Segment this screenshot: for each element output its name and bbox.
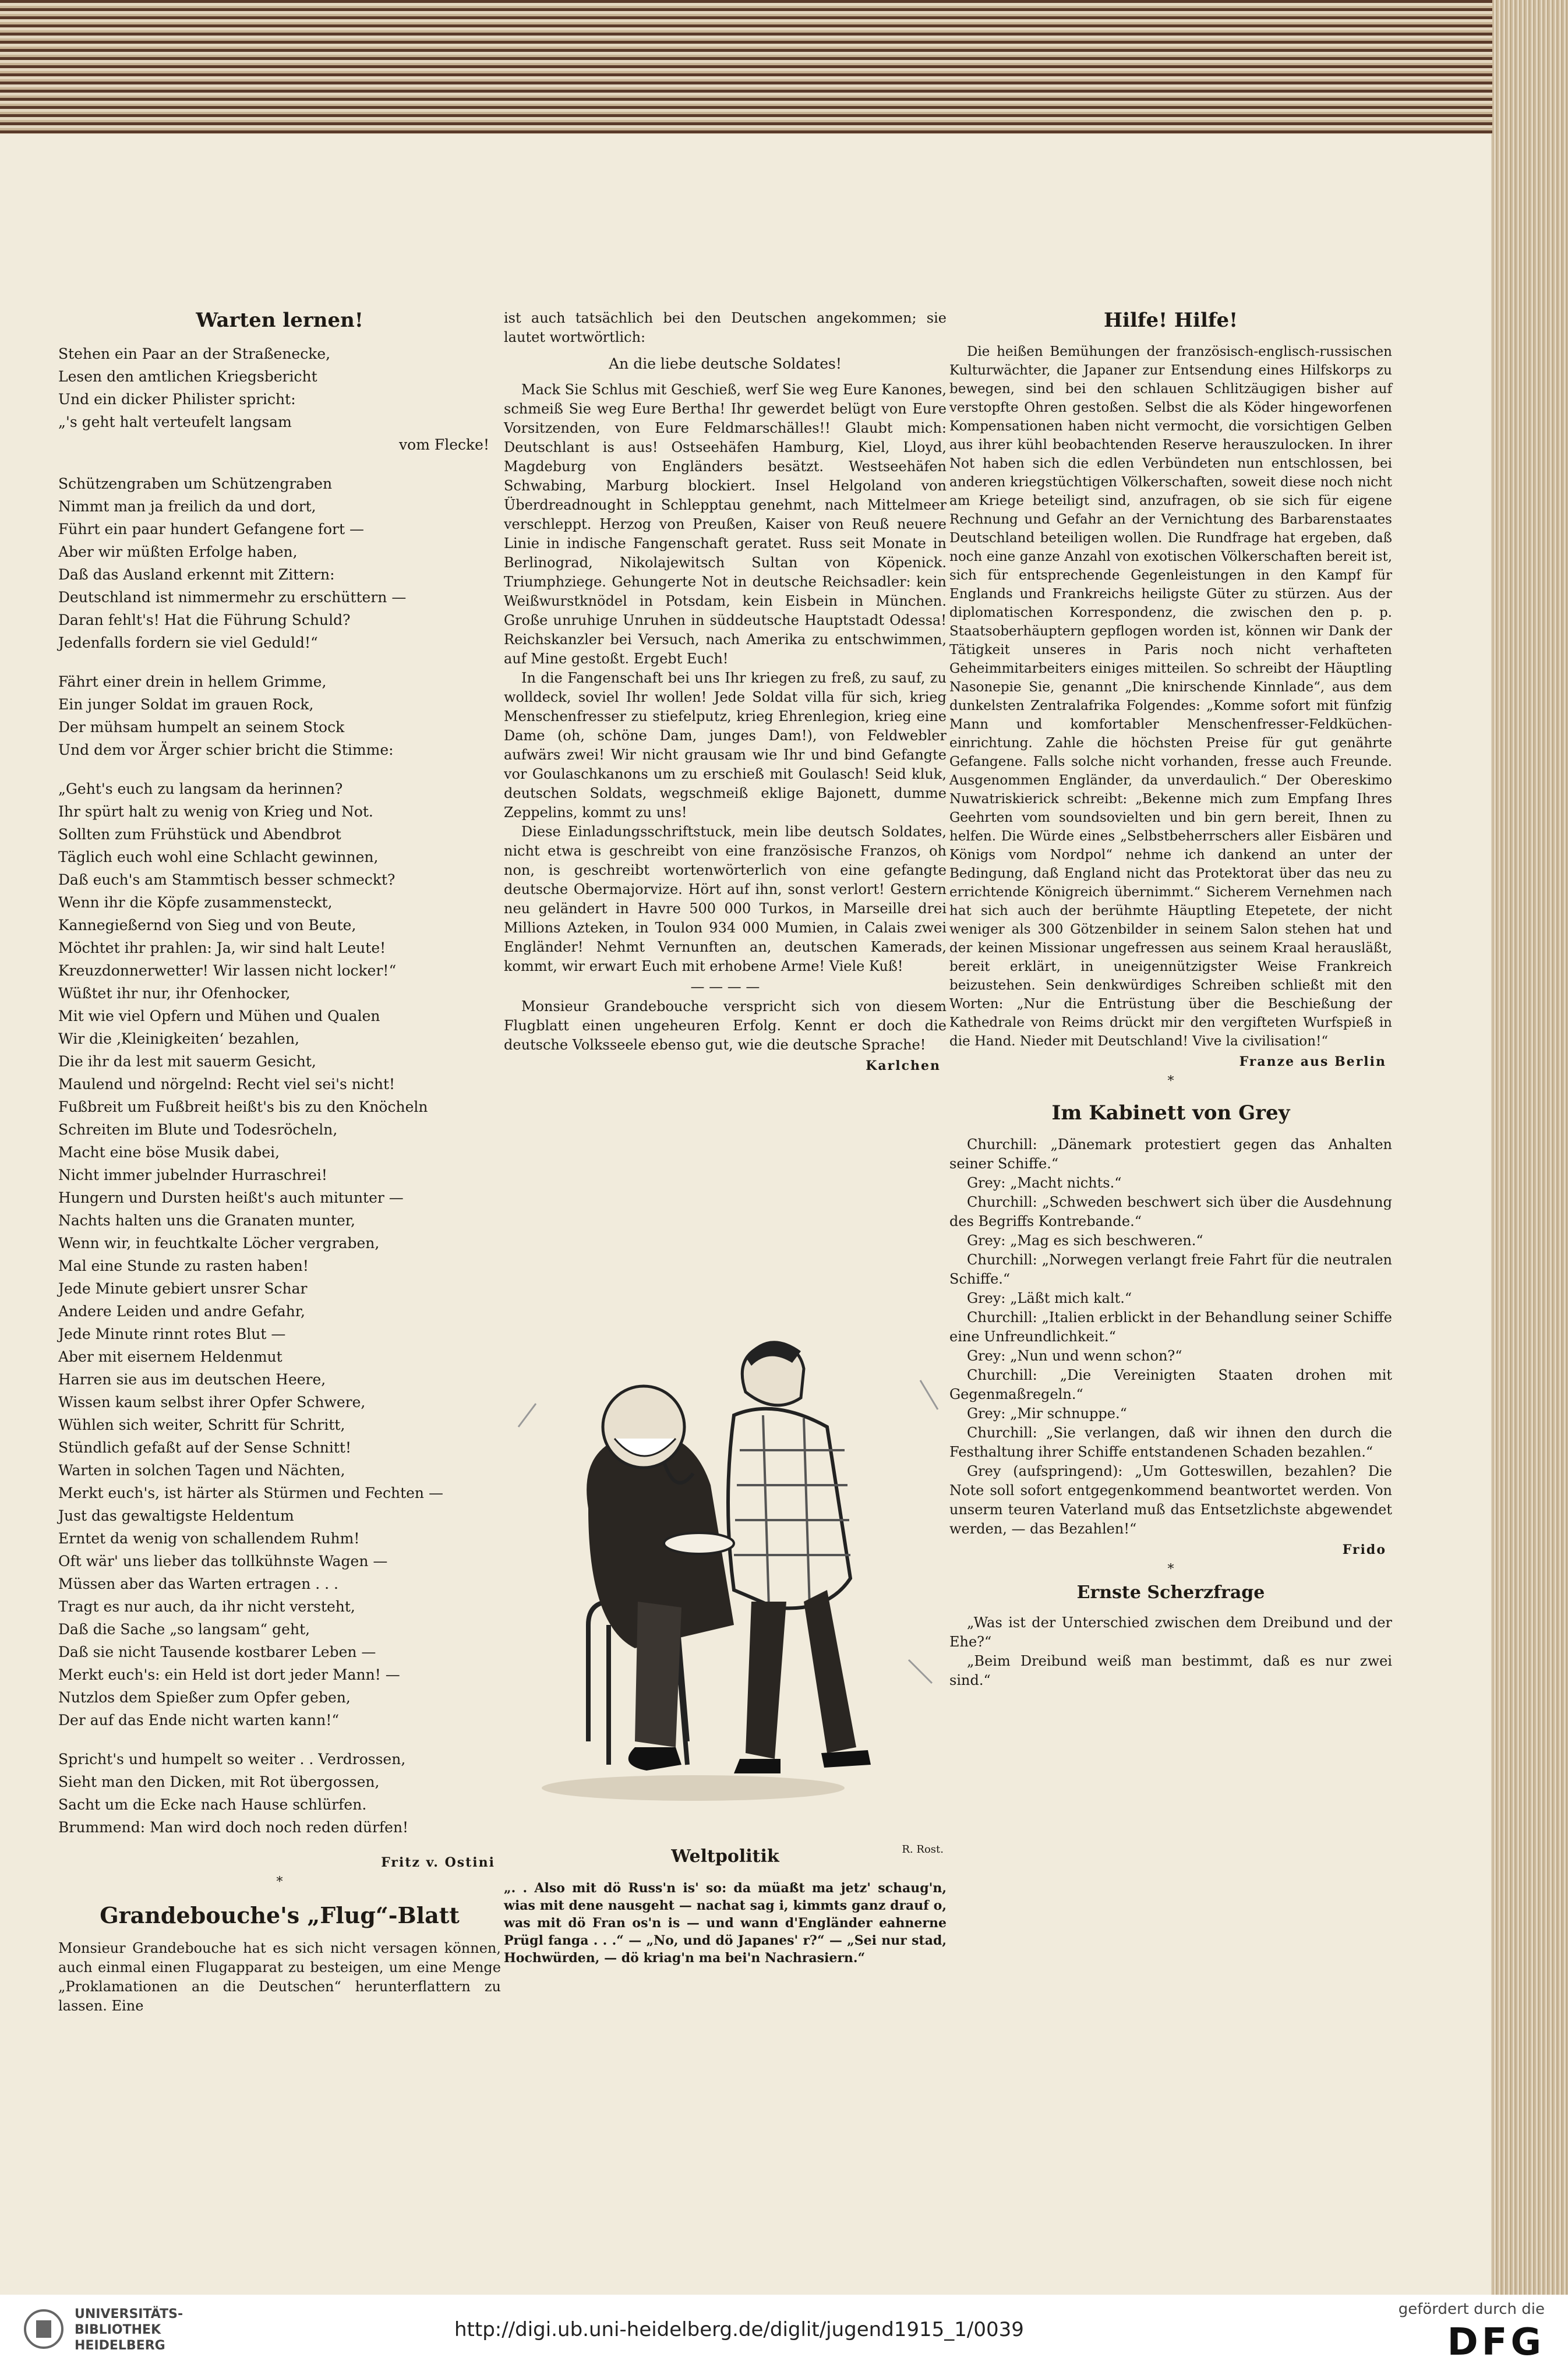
poem-stanza bbox=[58, 472, 501, 654]
article-title-scherzfrage: Ernste Scherzfrage bbox=[1076, 1582, 1265, 1603]
poem-line: Müssen aber das Warten ertragen . . . bbox=[58, 1575, 338, 1592]
leaflet-signature: Karlchen bbox=[866, 1058, 941, 1073]
poem-line: Wir die ‚Kleinigkeiten‘ bezahlen, bbox=[58, 1030, 299, 1047]
dialog-line: Churchill: „Dänemark protestiert gegen das Anhalten seiner Schiffe.“ bbox=[949, 1136, 1392, 1172]
poem-line: Wenn ihr die Köpfe zusammensteckt, bbox=[58, 894, 333, 911]
poem-line: Aber mit eisernem Heldenmut bbox=[58, 1348, 282, 1365]
poem bbox=[58, 342, 501, 1839]
poem-line: Tragt es nur auch, da ihr nicht versteht, bbox=[58, 1598, 355, 1615]
article-title-hilfe: Hilfe! Hilfe! bbox=[1103, 309, 1238, 332]
poem-line: Maulend und nörgelnd: Recht viel sei's nicht! bbox=[58, 1076, 395, 1093]
poem-signature: Fritz v. Ostini bbox=[381, 1855, 495, 1870]
poem-line: Die ihr da lest mit sauerm Gesicht, bbox=[58, 1053, 316, 1070]
funding-label: gefördert durch die bbox=[1398, 2301, 1545, 2318]
poem-line: Hungern und Dursten heißt's auch mitunter — bbox=[58, 1189, 404, 1206]
illustration-credit: R. Rost. bbox=[902, 1843, 944, 1856]
poem-line: vom Flecke! bbox=[399, 436, 489, 453]
separator-star: * bbox=[276, 1875, 283, 1889]
kabinett-dialog bbox=[949, 1135, 1392, 1539]
dialog-line: Grey: „Mag es sich beschweren.“ bbox=[967, 1232, 1203, 1249]
uni-line-1: UNIVERSITÄTS- bbox=[75, 2307, 183, 2321]
leaflet-para-1: Mack Sie Schlus mit Geschieß, werf Sie weg Eure Kanones, schmeiß Sie weg Eure Bertha! Ihr gewerdet belügt von Eure Vorsitzenden, von Eure Feldmarschälles!! Glaubt mich: Deutschlant is aus! Ostseehäfen Hamburg, Kiel, Lloyd, Magdeburg von Engländers besätzt. Westseehäfen Schwabing, Marburg blockiert. Insel Helgoland von Überdreadnought in Schlepptau genehmt, nach Mittelmeer verschleppt. Herzog von Preußen, Kaiser von Reuß neuere Linie in indische Fangenschaft geratet. Russ seit Monate in Berlinograd, Nikolajewitsch Sultan von Köpenick. Triumphziege. Gehungerte Not in deutsche Reichsadler: kein Weißwurstknödel in Potsdam, kein Eisbein in München. Große unruhige Unruhen in süddeutsche Hauptstadt Odessa! Reichskanzler bei Versuch, nach Amerika zu entschwimmen, auf Mine gestoßt. Ergebt Euch! bbox=[504, 381, 947, 667]
poem-line: Merkt euch's: ein Held ist dort jeder Mann! — bbox=[58, 1666, 400, 1683]
article-text-flugblatt: Monsieur Grandebouche hat es sich nicht versagen können, auch einmal einen Flugapparat zu besteigen, um eine Menge „Proklamationen an die Deutschen“ herunterflattern zu lassen. Eine bbox=[58, 1940, 501, 2014]
poem-stanza bbox=[58, 1748, 501, 1839]
dialog-line: Churchill: „Norwegen verlangt freie Fahrt für die neutralen Schiffe.“ bbox=[949, 1252, 1392, 1287]
poem-line: Nachts halten uns die Granaten munter, bbox=[58, 1212, 355, 1229]
source-url-link[interactable]: http://digi.ub.uni-heidelberg.de/diglit/jugend1915_1/0039 bbox=[454, 2318, 1024, 2341]
scherzfrage-answer: „Beim Dreibund weiß man bestimmt, daß es nur zwei sind.“ bbox=[949, 1653, 1392, 1688]
poem-line: Wissen kaum selbst ihrer Opfer Schwere, bbox=[58, 1394, 366, 1411]
poem-line: Jede Minute rinnt rotes Blut — bbox=[58, 1326, 286, 1342]
poem-line: Warten in solchen Tagen und Nächten, bbox=[58, 1462, 345, 1479]
leaflet-para-2: In die Fangenschaft bei uns Ihr kriegen zu freß, zu sauf, zu wolldeck, soviel Ihr wollen! Jede Soldat villa für sich, krieg Menschenfresser zu stiefelputz, krieg Ehrenlegion, krieg eine Dame (oh, schöne Dam, junges Dam!), von Feldwebler aufwärs zwei! Wir nicht grausam wie Ihr und bind Gefangte vor Goulaschkanons um zu erschieß mit Goulasch! Seid kluk, deutschen Soldats, wegschmeiß eklige Bajonett, dumme Zeppelins, kommt zu uns! bbox=[504, 670, 947, 821]
poem-line: Daß die Sache „so langsam“ geht, bbox=[58, 1621, 310, 1638]
column-middle bbox=[504, 309, 947, 1078]
dfg-logo: DFG bbox=[1447, 2321, 1545, 2364]
article-title-kabinett: Im Kabinett von Grey bbox=[1051, 1101, 1290, 1125]
poem-line: Erntet da wenig von schallendem Ruhm! bbox=[58, 1530, 360, 1547]
poem-line: Führt ein paar hundert Gefangene fort — bbox=[58, 521, 364, 538]
dialog-line: Grey: „Nun und wenn schon?“ bbox=[967, 1348, 1182, 1364]
book-edge-right bbox=[1492, 0, 1568, 2295]
poem-line: Und ein dicker Philister spricht: bbox=[58, 391, 296, 408]
hilfe-signature: Franze aus Berlin bbox=[1239, 1054, 1386, 1069]
uni-line-2: BIBLIOTHEK bbox=[75, 2323, 161, 2337]
leaflet-intro: ist auch tatsächlich bei den Deutschen angekommen; sie lautet wortwörtlich: bbox=[504, 310, 947, 345]
poem-stanza bbox=[58, 342, 501, 456]
leaflet-para-3: Diese Einladungsschriftstuck, mein libe deutsch Soldates, nicht etwa is geschreibt von eine französische Franzos, oh non, is geschreibt wortenwörterlich von eine gefangte deutsche Obermajorvize. Hört auf ihn, sonst verlort! Gestern neu geländert in Havre 500 000 Turkos, in Marseille drei Millions Azteken, in Toulon 934 000 Mumien, in Calais zwei Engländer! Nehmt Vernunften an, deutschen Kamerads, kommt, wir erwart Euch mit erhobene Arme! Viele Kuß! bbox=[504, 824, 947, 974]
poem-stanza bbox=[58, 670, 501, 761]
article-text-hilfe: Die heißen Bemühungen der französisch-englisch-russischen Kulturwächter, die Japaner zur Entsendung eines Hilfskorps zu bewegen, sind bei den schlauen Schlitzäugigen bisher auf verstopfte Ohren gestoßen. Selbst die als Köder hingeworfenen Kompensationen haben nicht vermocht, die vorsichtigen Gelben aus ihrer kühl beobachtenden Reserve herauszulocken. In ihrer Not haben sich die edlen Verbündeten nun entschlossen, bei anderen kriegstüchtigen Völkerschaften, soweit diese noch nicht am Kriege beteiligt sind, anzufragen, ob sie sich für eigene Rechnung und Gefahr an der Vernichtung des Barbarenstaates Deutschland beteiligen wollen. Die Rundfrage hat ergeben, daß noch eine ganze Anzahl von exotischen Völkerschaften bereit ist, sich für entsprechende Gegenleistungen in den Kampf für Englands und Frankreichs heiligste Güter zu stürzen. Aus der diplomatischen Korrespondenz, die zwischen den p. p. Staatsoberhäuptern gepflogen worden ist, können wir Dank der Tätigkeit unseres in Paris noch nicht verhafteten Geheimmitarbeiters einiges mitteilen. So schreibt der Häuptling Nasonepie Sie, genannt „Die knirschende Kinnlade“, aus dem dunkelsten Zentralafrika Folgendes: „Komme sofort mit fünfzig Mann und komfortabler Menschenfresser-Feldküchen-einrichtung. Zahle die höchsten Preise für gut genährte Gefangene. Falls solche nicht vorhanden, fresse auch Freunde. Ausgenommen Engländer, da unverdaulich.“ Der Obereskimo Nuwatriskierick schreibt: „Bekenne mich zum Empfang Ihres Geehrten vom soundsovielten und bin gern bereit, Ihnen zu helfen. Die Würde eines „Selbstbeherrschers aller Eisbären und Königs vom Nordpol“ nehme ich dankend an unter der Bedingung, daß England nicht das Protektorat über das neu zu errichtende Königreich übernimmt.“ Sicherem Vernehmen nach hat sich auch der berühmte Häuptling Etepetete, der nicht weniger als 300 Götzenbilder in seinem Salon stehen hat und der keinen Missionar ungefressen aus seinem Kraal herausläßt, bereit erklärt, in uneigennützigster Weise Frankreich beizustehen. Sein denkwürdiges Schreiben schließt mit den Worten: „Nur die Entrüstung über die Beschießung der Kathedrale von Reims drückt mir den vergifteten Wurfspieß in die Hand. Nieder mit Deutschland! Vive la civilisation!“ bbox=[949, 344, 1392, 1049]
poem-stanza bbox=[58, 778, 501, 1732]
poem-line: Daran fehlt's! Hat die Führung Schuld? bbox=[58, 612, 351, 628]
poem-line: Sieht man den Dicken, mit Rot übergossen, bbox=[58, 1773, 380, 1790]
dialog-line: Grey: „Mir schnuppe.“ bbox=[967, 1405, 1127, 1422]
poem-line: Fährt einer drein in hellem Grimme, bbox=[58, 673, 327, 690]
divider: — — — — bbox=[690, 978, 760, 995]
illustration-weltpolitik bbox=[501, 1299, 949, 1856]
leaflet-salutation: An die liebe deutsche Soldates! bbox=[609, 355, 842, 372]
scherzfrage-question: „Was ist der Unterschied zwischen dem Dreibund und der Ehe?“ bbox=[949, 1614, 1392, 1650]
column-left bbox=[58, 309, 501, 2016]
poem-line: „Geht's euch zu langsam da herinnen? bbox=[58, 780, 343, 797]
barber-drawing bbox=[501, 1299, 949, 1811]
poem-line: Fußbreit um Fußbreit heißt's bis zu den Knöcheln bbox=[58, 1098, 428, 1115]
poem-line: Ein junger Soldat im grauen Rock, bbox=[58, 696, 314, 713]
poem-line: Macht eine böse Musik dabei, bbox=[58, 1144, 280, 1161]
dialog-line: Grey (aufspringend): „Um Gotteswillen, bezahlen? Die Note soll sofort entgegenkommend beantwortet werden. Von unserm teuren Vaterland muß das Entsetzlichste abgewendet werden, — das Bezahlen!“ bbox=[949, 1463, 1392, 1537]
poem-line: Oft wär' uns lieber das tollkühnste Wagen — bbox=[58, 1553, 388, 1570]
poem-line: Der mühsam humpelt an seinem Stock bbox=[58, 719, 345, 736]
poem-line: Daß euch's am Stammtisch besser schmeckt? bbox=[58, 871, 395, 888]
poem-line: Just das gewaltigste Heldentum bbox=[58, 1507, 294, 1524]
dialog-line: Churchill: „Schweden beschwert sich über die Ausdehnung des Begriffs Kontrebande.“ bbox=[949, 1194, 1392, 1229]
poem-line: „'s geht halt verteufelt langsam bbox=[58, 414, 292, 430]
university-seal-icon bbox=[23, 2309, 64, 2349]
poem-line: Daß das Ausland erkennt mit Zittern: bbox=[58, 566, 335, 583]
poem-line: Mit wie viel Opfern und Mühen und Qualen bbox=[58, 1008, 380, 1024]
poem-line: Harren sie aus im deutschen Heere, bbox=[58, 1371, 326, 1388]
poem-line: Merkt euch's, ist härter als Stürmen und Fechten — bbox=[58, 1485, 443, 1501]
dialog-line: Churchill: „Sie verlangen, daß wir ihnen den durch die Festhaltung ihrer Schiffe entstandenen Schaden bezahlen.“ bbox=[949, 1425, 1392, 1460]
poem-line: Jede Minute gebiert unsrer Schar bbox=[58, 1280, 308, 1297]
poem-line: Nimmt man ja freilich da und dort, bbox=[58, 498, 316, 515]
poem-line: Täglich euch wohl eine Schlacht gewinnen, bbox=[58, 849, 379, 865]
poem-line: Stehen ein Paar an der Straßenecke, bbox=[58, 345, 331, 362]
illustration-title: Weltpolitik bbox=[671, 1846, 779, 1867]
dialog-line: Grey: „Läßt mich kalt.“ bbox=[967, 1290, 1132, 1306]
column-right bbox=[949, 309, 1392, 1690]
poem-line: Aber wir müßten Erfolge haben, bbox=[58, 543, 298, 560]
poem-line: Wenn wir, in feuchtkalte Löcher vergraben, bbox=[58, 1235, 380, 1252]
dialog-line: Churchill: „Die Vereinigten Staaten drohen mit Gegenmaßregeln.“ bbox=[949, 1367, 1392, 1402]
poem-line: Daß sie nicht Tausende kostbarer Leben — bbox=[58, 1644, 376, 1660]
article-title-flugblatt: Grandebouche's „Flug“-Blatt bbox=[100, 1902, 460, 1928]
university-library-label bbox=[75, 2306, 183, 2354]
leaflet-para-4: Monsieur Grandebouche verspricht sich von diesem Flugblatt einen ungeheuren Erfolg. Kennt er doch die deutsche Volksseele ebenso gut, wie die deutsche Sprache! bbox=[504, 998, 947, 1053]
poem-line: Nicht immer jubelnder Hurraschrei! bbox=[58, 1167, 327, 1183]
poem-line: Sollten zum Frühstück und Abendbrot bbox=[58, 826, 341, 843]
dialog-line: Grey: „Macht nichts.“ bbox=[967, 1175, 1122, 1191]
poem-line: Und dem vor Ärger schier bricht die Stimme: bbox=[58, 741, 394, 758]
poem-line: Brummend: Man wird doch noch reden dürfen! bbox=[58, 1819, 409, 1836]
uni-line-3: HEIDELBERG bbox=[75, 2338, 165, 2353]
poem-line: Der auf das Ende nicht warten kann!“ bbox=[58, 1712, 340, 1729]
illustration-caption-block bbox=[504, 1846, 947, 1980]
poem-line: Wühlen sich weiter, Schritt für Schritt, bbox=[58, 1416, 345, 1433]
poem-line: Spricht's und humpelt so weiter . . Verdrossen, bbox=[58, 1751, 406, 1768]
poem-line: Deutschland ist nimmermehr zu erschüttern — bbox=[58, 589, 407, 606]
poem-line: Möchtet ihr prahlen: Ja, wir sind halt Leute! bbox=[58, 939, 386, 956]
poem-line: Nutzlos dem Spießer zum Opfer geben, bbox=[58, 1689, 351, 1706]
illustration-caption: „. . Also mit dö Russ'n is' so: da müaßt ma jetz' schaug'n, wias mit dene nausgeht — nachat sag i, kimmts ganz drauf o, was mit dö Fran os'n is — und wann d'Engländer eahnerne Prügl fanga . . .“ — „No, und dö Japanes' r?“ — „Sei nur stad, Hochwürden, — dö kriag'n ma bei'n Nachrasiern.“ bbox=[504, 1881, 947, 1966]
poem-line: Sacht um die Ecke nach Hause schlürfen. bbox=[58, 1796, 367, 1813]
kabinett-signature: Frido bbox=[1342, 1542, 1386, 1557]
poem-line: Wüßtet ihr nur, ihr Ofenhocker, bbox=[58, 985, 291, 1002]
poem-title: Warten lernen! bbox=[196, 309, 363, 332]
poem-line: Schützengraben um Schützengraben bbox=[58, 475, 333, 492]
poem-line: Jedenfalls fordern sie viel Geduld!“ bbox=[58, 634, 318, 651]
poem-line: Schreiten im Blute und Todesröcheln, bbox=[58, 1121, 338, 1138]
separator-star-2: * bbox=[1167, 1562, 1174, 1577]
poem-line: Ihr spürt halt zu wenig von Krieg und Not. bbox=[58, 803, 373, 820]
separator-star-1: * bbox=[1167, 1074, 1174, 1089]
poem-line: Andere Leiden und andre Gefahr, bbox=[58, 1303, 305, 1320]
poem-line: Kreuzdonnerwetter! Wir lassen nicht locker!“ bbox=[58, 962, 397, 979]
book-edge-top bbox=[0, 0, 1568, 134]
footer bbox=[0, 2295, 1568, 2364]
poem-line: Mal eine Stunde zu rasten haben! bbox=[58, 1257, 309, 1274]
poem-line: Stündlich gefaßt auf der Sense Schnitt! bbox=[58, 1439, 352, 1456]
poem-line: Lesen den amtlichen Kriegsbericht bbox=[58, 368, 317, 385]
dialog-line: Churchill: „Italien erblickt in der Behandlung seiner Schiffe eine Unfreundlichkeit.“ bbox=[949, 1309, 1392, 1345]
poem-line: Kannegießernd von Sieg und von Beute, bbox=[58, 917, 356, 934]
